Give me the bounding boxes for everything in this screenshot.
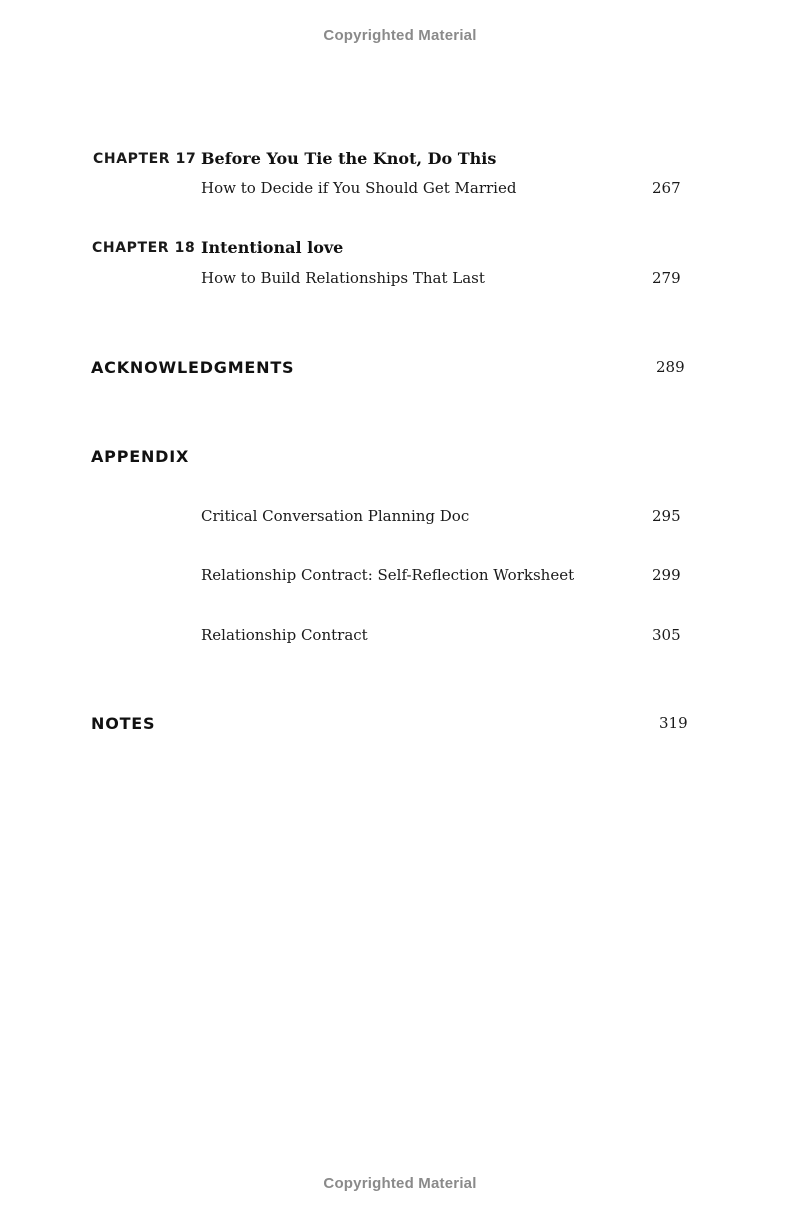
appendix-item-page-number: 305 xyxy=(652,626,681,644)
appendix-item-page-number: 299 xyxy=(652,566,681,584)
chapter-17-page-number: 267 xyxy=(652,179,681,197)
appendix-item-title[interactable]: Relationship Contract xyxy=(201,626,368,644)
appendix-item-title[interactable]: Relationship Contract: Self-Reflection Worksheet xyxy=(201,566,575,584)
acknowledgments-page-number: 289 xyxy=(656,358,685,376)
chapter-17-title[interactable]: Before You Tie the Knot, Do This xyxy=(201,149,497,168)
chapter-17-subtitle: How to Decide if You Should Get Married xyxy=(201,179,517,197)
appendix-item-page-number: 295 xyxy=(652,507,681,525)
watermark-bottom: Copyrighted Material xyxy=(323,1175,477,1192)
chapter-18-title[interactable]: Intentional love xyxy=(201,238,344,257)
chapter-18-page-number: 279 xyxy=(652,269,681,287)
appendix-item-title[interactable]: Critical Conversation Planning Doc xyxy=(201,507,470,525)
notes-label[interactable]: NOTES xyxy=(91,714,156,733)
appendix-label[interactable]: APPENDIX xyxy=(91,447,190,466)
watermark-top: Copyrighted Material xyxy=(323,27,477,44)
notes-page-number: 319 xyxy=(659,714,688,732)
chapter-18-subtitle: How to Build Relationships That Last xyxy=(201,269,485,287)
chapter-18-label: CHAPTER 18 xyxy=(92,240,196,256)
chapter-17-label: CHAPTER 17 xyxy=(93,151,197,167)
acknowledgments-label[interactable]: ACKNOWLEDGMENTS xyxy=(91,358,295,377)
